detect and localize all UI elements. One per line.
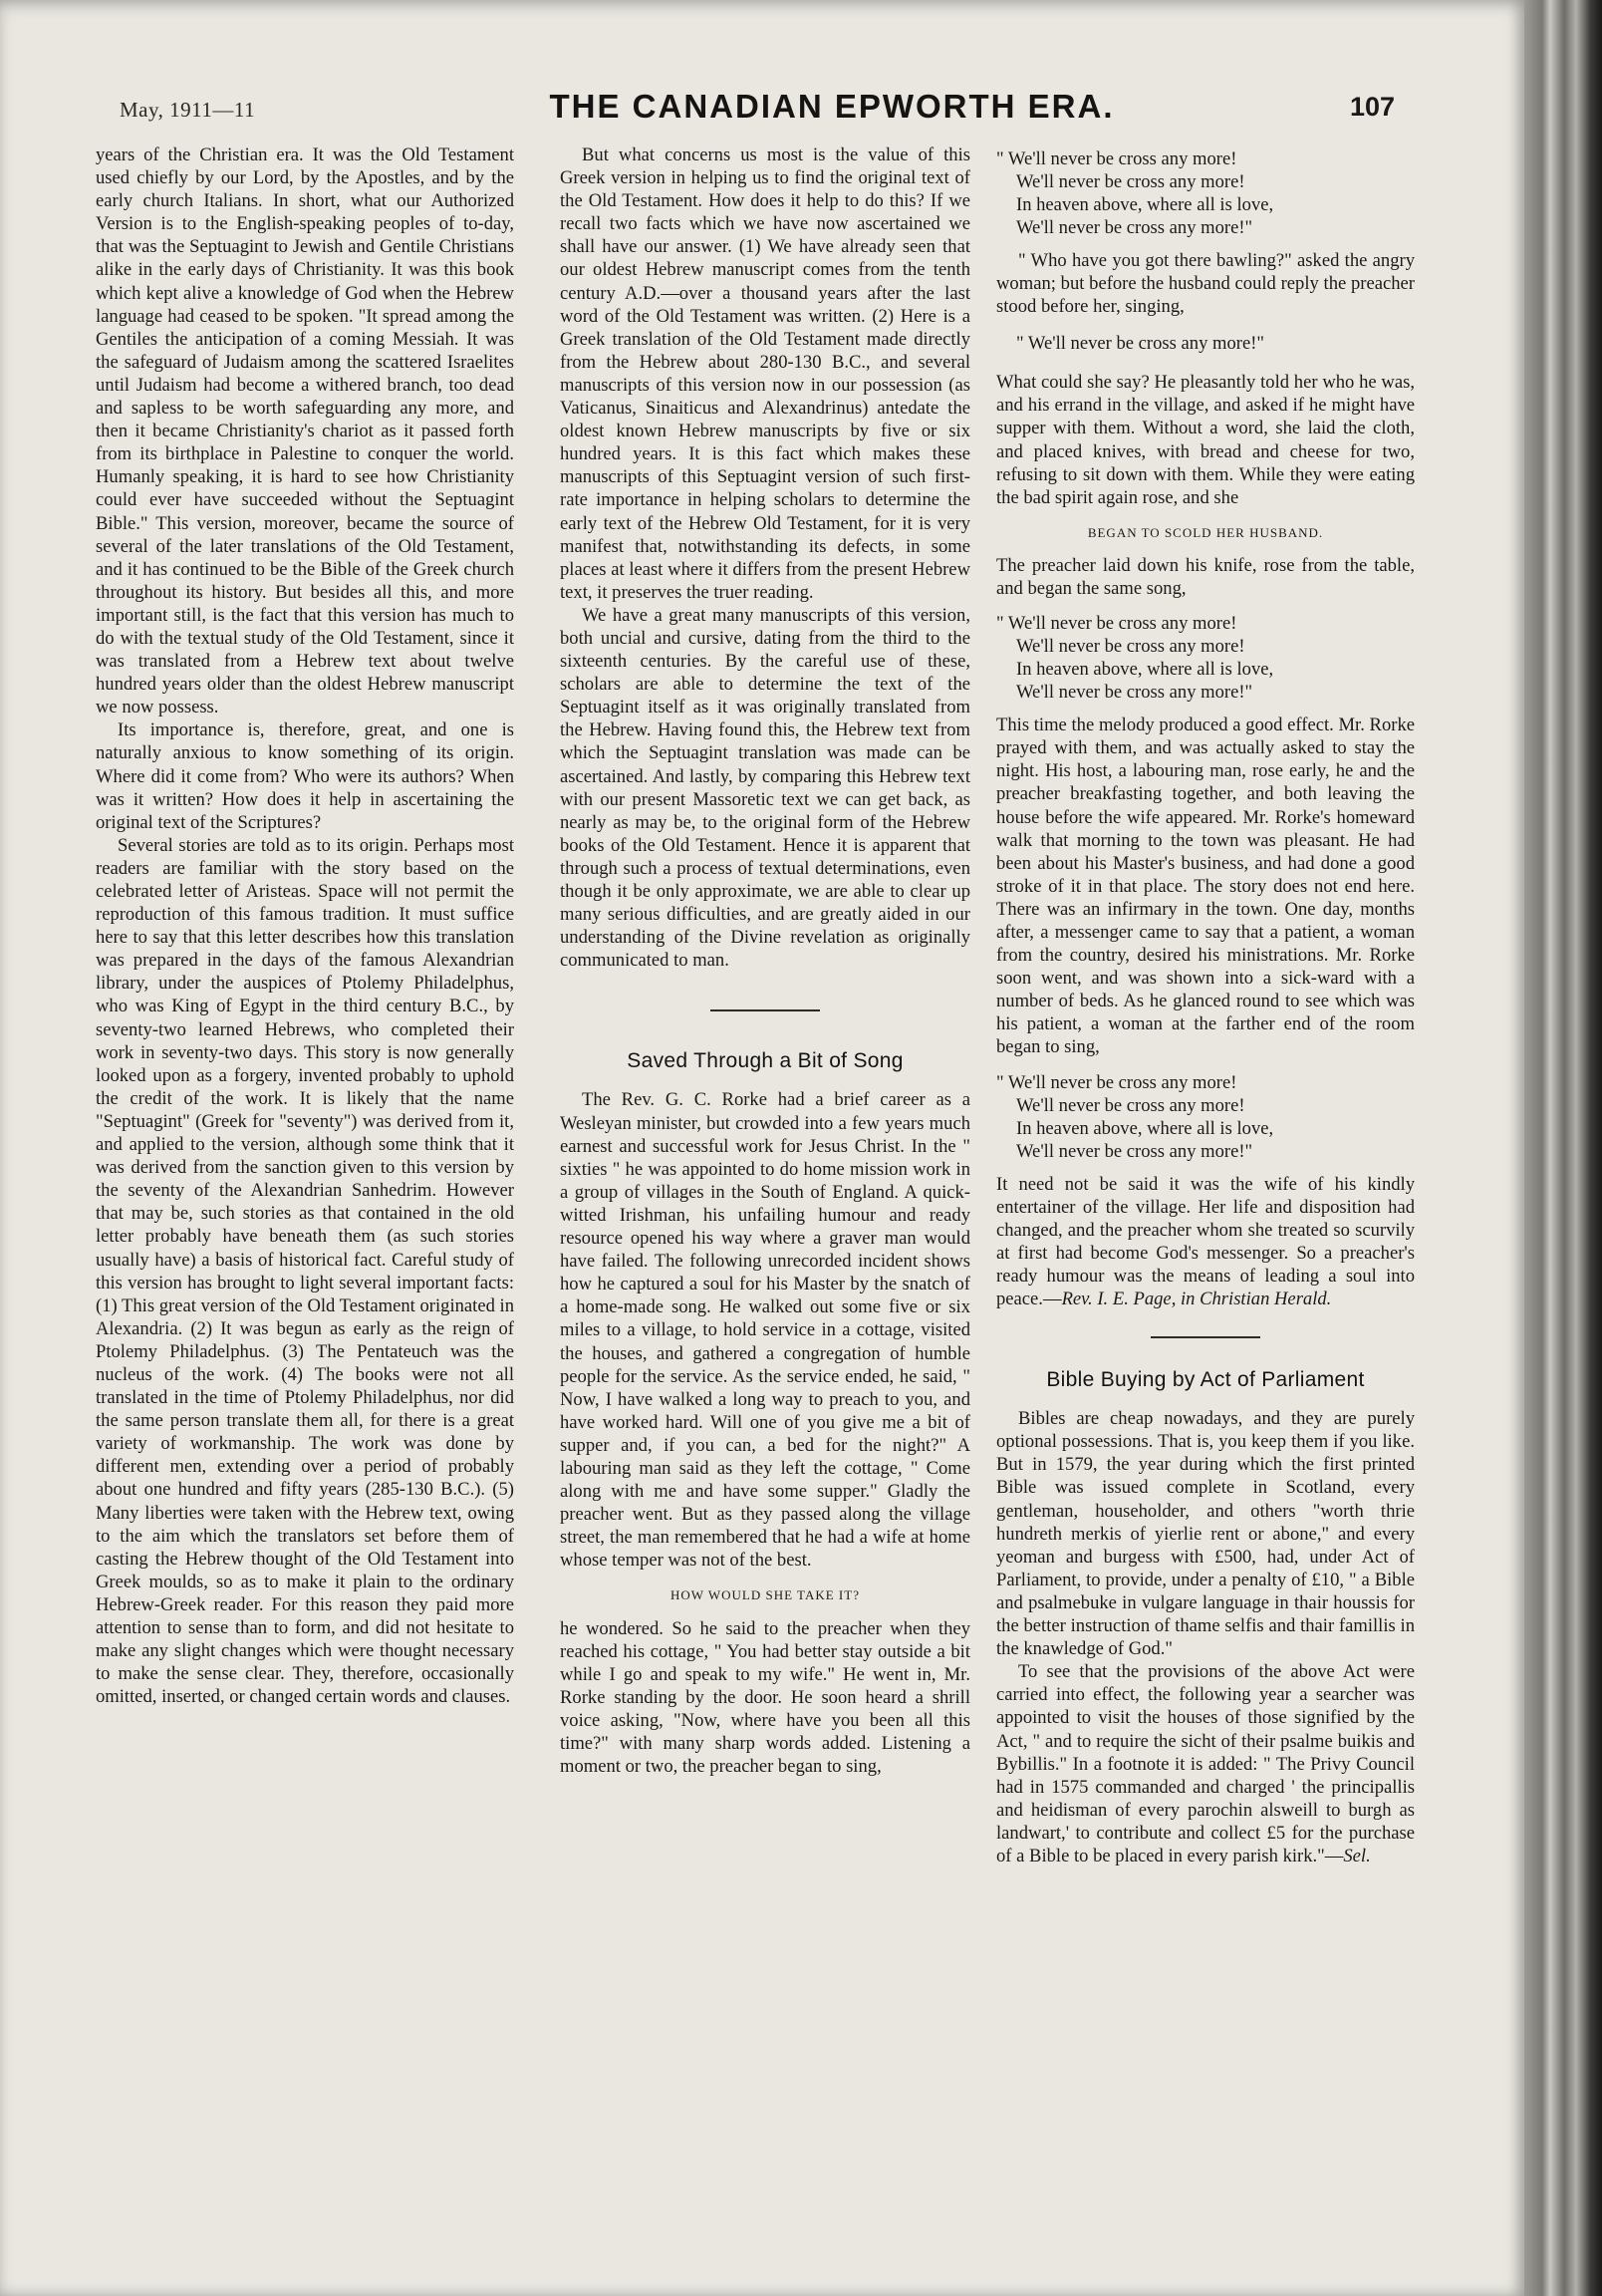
verse-line: We'll never be cross any more! (1016, 1094, 1245, 1116)
subheading: BEGAN TO SCOLD HER HUSBAND. (1087, 524, 1324, 540)
col2-paragraph: The Rev. G. C. Rorke had a brief career as a Wesleyan minister, but crowded into a few years much earnest and successful work for Jesus Christ. In the " sixties " he was appointed to do home mission work in a group of villages in the South of England. A quick-witted Irishman, his unfailing humour and ready resource opened his way where a graver man would have failed. The following unrecorded incident shows how he captured a soul for his Master by the snatch of a home-made song. He walked out some five or six miles to a village, to hold service in a cottage, visited the houses, and gathered a congregation of humble people for the service. As the service ended, he said, " Now, I have walked a long way to preach to you, and have worked hard. Will one of you give me a bit of supper and, if you can, a bed for the night?" A labouring man said as they left the cottage, " Come along with me and have some supper." Gladly the preacher went. But as they passed along the village street, the man remembered that he had a wife at home whose temper was not of the best. (560, 1089, 970, 1572)
verse-line: " We'll never be cross any more! (996, 1071, 1237, 1093)
col1-paragraph: Several stories are told as to its origin. Perhaps most readers are familiar with the story based on the celebrated letter of Aristeas. Space will not permit the reproduction of this famous tradition. It must suffice here to say that this letter describes how this translation was prepared in the days of the famous Alexandrian library, under the auspices of Ptolemy Philadelphus, who was King of Egypt in the third century B.C., by seventy-two learned Hebrews, who completed their work in seventy-two days. This story is now generally looked upon as a forgery, invented probably to uphold the credit of the work. It is likely that the name "Septuagint" (Greek for "seventy") was derived from it, and applied to the version, although some think that it was derived from the sanction given to this version by the seventy of the Alexandrian Sanhedrim. However that may be, such stories as that contained in the old letter probably have beneath them (as such stories usually have) a basis of historical fact. Careful study of this version has brought to light several important facts: (1) This great version of the Old Testament originated in Alexandria. (2) It was begun as early as the reign of Ptolemy Philadelphus. (3) The Pentateuch was the nucleus of the work. (4) The books were not all translated in the time of Ptolemy Philadelphus, nor did the same person translate them all, for there is a great variety of workmanship. The work was done by different men, extending over a period of probably about one hundred and fifty years (285-130 B.C.). (5) Many liberties were taken with the Hebrew text, owing to the aim which the translators set before them of casting the Hebrew thought of the Old Testament into Greek moulds, so as to make it plain to the ordinary Hebrew-Greek reader. For this reason they paid more attention to sense than to form, and did not hesitate to make any slight changes which were thought necessary to make the sense clear. They, therefore, occasionally omitted, inserted, or changed certain words and clauses. (96, 834, 514, 1708)
book-spine-edge (1524, 0, 1602, 2296)
page-number: 107 (1349, 92, 1395, 122)
verse-line: We'll never be cross any more!" (1016, 1140, 1253, 1162)
verse-line: We'll never be cross any more!" (1016, 682, 1253, 704)
article-title-bible-buying: Bible Buying by Act of Parliament (1046, 1368, 1365, 1392)
verse-line: In heaven above, where all is love, (1016, 1117, 1274, 1139)
col2-paragraph: he wondered. So he said to the preacher when they reached his cottage, " You had better stay outside a bit while I go and speak to my wife." He went in, Mr. Rorke standing by the door. He soon heard a shrill voice asking, "Now, where have you been all this time?" with many sharp words added. Listening a moment or two, the preacher began to sing, (560, 1617, 970, 1778)
song-verse (996, 1071, 1415, 1163)
column-2 (560, 144, 970, 1778)
column-1 (96, 144, 514, 1708)
article-credit: Rev. I. E. Page, in Christian Herald. (1061, 1289, 1332, 1309)
col3-paragraph-text: To see that the provisions of the above Act were carried into effect, the following year a searcher was appointed to visit the houses of those signified by the Act, " and to require the sicht of their psalme buikis and Bybillis." In a footnote it is added: " The Privy Council had in 1575 commanded and charged ' the principallis and heidisman of every parochin alsweill to burgh as landwart,' to contribute and collect £5 for the purchase of a Bible to be placed in every parish kirk."— (996, 1661, 1415, 1866)
article-credit: Sel. (1343, 1845, 1371, 1866)
col2-paragraph: We have a great many manuscripts of this version, both uncial and cursive, dating from the third to the sixteenth centuries. By the careful use of these, scholars are able to determine the text of the Septuagint itself as it was originally translated from the Hebrew. Having found this, the Hebrew text from which the Septuagint translation was made can be ascertained. And lastly, by comparing this Hebrew text with our present Massoretic text we can get back, as nearly as may be, to the original form of the Hebrew books of the Old Testament. Hence it is apparent that through such a process of textual determinations, even though it be only approximate, we are able to clear up many serious difficulties, and are greatly aided in our understanding of the Divine revelation as originally communicated to man. (560, 604, 970, 972)
verse-line: " We'll never be cross any more!" (1016, 333, 1265, 355)
col3-paragraph-text: It need not be said it was the wife of his kindly entertainer of the village. Her life and disposition had changed, and the preacher whom she treated so scurvily at first had become God's messenger. So a preacher's ready humour was the means of leading a soul into peace.— (996, 1173, 1415, 1309)
col3-paragraph: This time the melody produced a good effect. Mr. Rorke prayed with them, and was actually asked to stay the night. His host, a labouring man, rose early, he and the preacher breakfasting together, and both leaving the house before the wife appeared. Mr. Rorke's homeward walk that morning to the town was pleasant. He had been about his Master's business, and had done a good stroke of it in that place. The story does not end here. There was an infirmary in the town. One day, months after, a messenger came to say that a patient, a woman from the country, desired his ministrations. Mr. Rorke soon went, and was shown into a sick-ward with a number of beds. As he glanced round to see which was his patient, a woman at the farther end of the room began to sing, (996, 715, 1415, 1058)
col3-paragraph: The preacher laid down his knife, rose from the table, and began the same song, (996, 554, 1415, 600)
verse-line: We'll never be cross any more!" (1016, 217, 1253, 238)
column-3 (996, 144, 1415, 1867)
col1-paragraph: Its importance is, therefore, great, and one is naturally anxious to know something of its origin. Where did it come from? Who were its authors? When was it written? How does it help in ascertaining the original text of the Scriptures? (96, 719, 514, 833)
verse-line: " We'll never be cross any more! (996, 613, 1237, 635)
masthead-title: THE CANADIAN EPWORTH ERA. (549, 88, 1115, 125)
col1-paragraph: years of the Christian era. It was the Old Testament used chiefly by our Lord, by the Apostles, and by the early church Italians. In short, what our Authorized Version is to the English-speaking peoples of to-day, that was the Septuagint to Jewish and Gentile Christians alike in the early days of Christianity. It was this book which kept alive a knowledge of God when the Hebrew language had ceased to be spoken. "It spread among the Gentiles the anticipation of a coming Messiah. It was the safeguard of Judaism among the scattered Israelites until Judaism had become a withered branch, too dead and sapless to be worth safeguarding any more, and then it became Christianity's chariot as it passed forth from its birthplace in Palestine to conquer the world. Humanly speaking, it is hard to see how Christianity could ever have succeeded without the Septuagint Bible." This version, moreover, became the source of several of the later translations of the Old Testament, and it has continued to be the Bible of the Greek church throughout its history. But besides all this, and more important still, is the fact that this version has much to do with the textual study of the Old Testament, since it was translated from a Hebrew text about twelve hundred years older than the oldest Hebrew manuscript we now possess. (96, 144, 514, 718)
song-verse (996, 147, 1415, 239)
section-divider (1151, 1336, 1260, 1338)
verse-line: In heaven above, where all is love, (1016, 194, 1274, 215)
article-title-saved-through-song: Saved Through a Bit of Song (627, 1049, 904, 1073)
col2-paragraph: But what concerns us most is the value of this Greek version in helping us to find the original text of the Old Testament. How does it help to do this? If we recall two facts which we have now ascertained we shall have our answer. (1) We have already seen that our oldest Hebrew manuscript comes from the tenth century A.D.—over a thousand years after the last word of the Old Testament was written. (2) Here is a Greek translation of the Old Testament made directly from the Hebrew about 280-130 B.C., and several manuscripts of this version now in our possession (as Vaticanus, Sinaiticus and Alexandrinus) antedate the oldest known Hebrew manuscripts by five or six hundred years. It is this fact which makes these manuscripts of this Septuagint version of such first-rate importance in helping scholars to determine the early text of the Hebrew Old Testament, for it is very manifest that, notwithstanding its defects, in some places at least where it differs from the present Hebrew text, it preserves the truer reading. (560, 144, 970, 603)
verse-line: We'll never be cross any more! (1016, 636, 1245, 658)
verse-line: In heaven above, where all is love, (1016, 659, 1274, 681)
col3-paragraph: Bibles are cheap nowadays, and they are purely optional possessions. That is, you keep them if you like. But in 1579, the year during which the first printed Bible was issued complete in Scotland, every gentleman, householder, and others "worth thrie hundreth merkis of yierlie rent or abone," and every yeoman and burgess with £500, had, under Act of Parliament, to provide, under a penalty of £10, " a Bible and psalmebuke in vulgare language in thair houssis for the better instruction of thame selfis and thair famillis in the knawledge of God." (996, 1408, 1415, 1660)
col3-paragraph: " Who have you got there bawling?" asked the angry woman; but before the husband could reply the preacher stood before her, singing, (996, 250, 1415, 318)
song-verse (996, 612, 1415, 704)
verse-line: " We'll never be cross any more! (996, 148, 1237, 169)
song-verse (996, 332, 1415, 355)
page-header (120, 88, 1395, 128)
section-divider (710, 1009, 820, 1011)
issue-date: May, 1911—11 (120, 98, 256, 122)
subheading: HOW WOULD SHE TAKE IT? (670, 1587, 860, 1603)
col3-paragraph: What could she say? He pleasantly told her who he was, and his errand in the village, and asked if he might have supper with them. Without a word, she laid the cloth, and placed knives, with bread and cheese for two, refusing to sit down with them. While they were eating the bad spirit again rose, and she (996, 372, 1415, 508)
verse-line: We'll never be cross any more! (1016, 171, 1245, 192)
col3-paragraph (996, 1173, 1415, 1311)
col3-paragraph (996, 1660, 1415, 1867)
